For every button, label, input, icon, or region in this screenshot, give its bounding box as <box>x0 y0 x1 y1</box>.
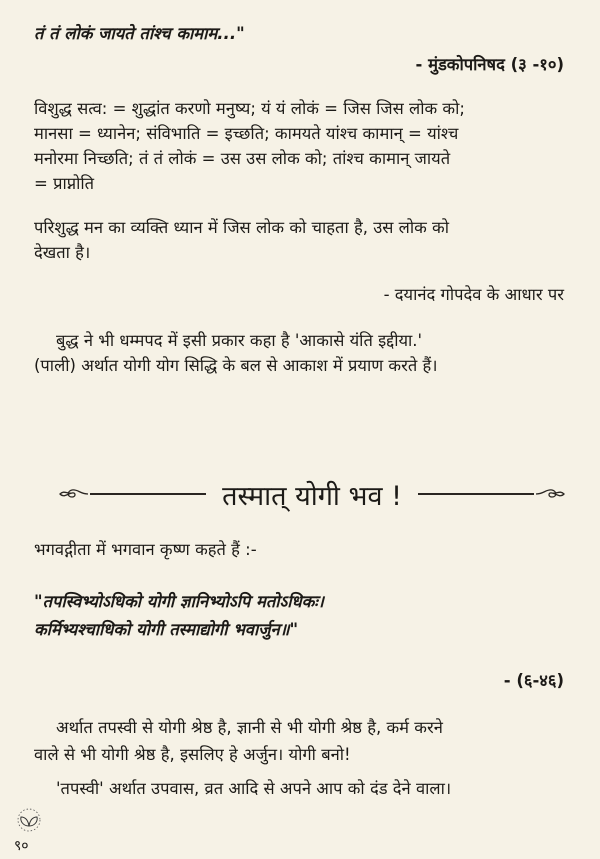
gloss-line: विशुद्ध सत्व: = शुद्धांत करणो मनुष्य; यं यं लोकं = जिस जिस लोक को; <box>34 99 465 118</box>
page-number: ९० <box>14 838 29 854</box>
meaning-line: परिशुद्ध मन का व्यक्ति ध्यान में जिस लोक को चाहता है, उस लोक को <box>34 218 449 237</box>
final-line: वाले से भी योगी श्रेष्ठ है, इसलिए हे अर्जुन। योगी बनो! <box>34 745 351 764</box>
citation-gita: - (६-४६) <box>503 671 564 690</box>
citation-mundaka: - मुंडकोपनिषद (३ -१०) <box>415 55 564 74</box>
final-line: अर्थात तपस्वी से योगी श्रेष्ठ है, ज्ञानी से भी योगी श्रेष्ठ है, कर्म करने <box>56 718 443 737</box>
final-line: 'तपस्वी' अर्थात उपवास, व्रत आदि से अपने आप को दंड देने वाला। <box>56 779 452 798</box>
citation-dayanand: - दयानंद गोपदेव के आधार पर <box>383 285 564 304</box>
verse-line: कर्मिभ्यश्चाधिको योगी तस्माद्योगी भवार्जुन॥" <box>34 620 299 639</box>
flourish-left-icon <box>58 487 90 501</box>
section-heading: तस्मात् योगी भव ! <box>222 480 402 512</box>
gloss-line: = प्राप्नोति <box>34 174 95 193</box>
flourish-right-icon <box>534 487 566 501</box>
verse-line: "तपस्विभ्योऽधिको योगी ज्ञानिभ्योऽपि मतोऽधिकः। <box>34 592 324 611</box>
gita-intro: भगवद्गीता में भगवान कृष्ण कहते हैं :- <box>34 540 257 559</box>
leaf-icon <box>14 808 44 832</box>
quote-tail: तं तं लोकं जायते तांश्च कामाम..." <box>34 24 245 43</box>
buddha-line: (पाली) अर्थात योगी योग सिद्धि के बल से आकाश में प्रयाण करते हैं। <box>34 356 438 375</box>
section-heading-row <box>58 474 566 514</box>
left-rule <box>58 487 206 501</box>
meaning-line: देखता है। <box>34 243 91 262</box>
gloss-line: मनोरमा निच्छति; तं तं लोकं = उस उस लोक को; तांश्च कामान् जायते <box>34 149 451 168</box>
buddha-line: बुद्ध ने भी धम्मपद में इसी प्रकार कहा है 'आकासे यंति इद्दीया.' <box>56 331 423 350</box>
right-rule <box>418 487 566 501</box>
gloss-line: मानसा = ध्यानेन; संविभाति = इच्छति; कामयते यांश्च कामान् = यांश्च <box>34 124 459 143</box>
